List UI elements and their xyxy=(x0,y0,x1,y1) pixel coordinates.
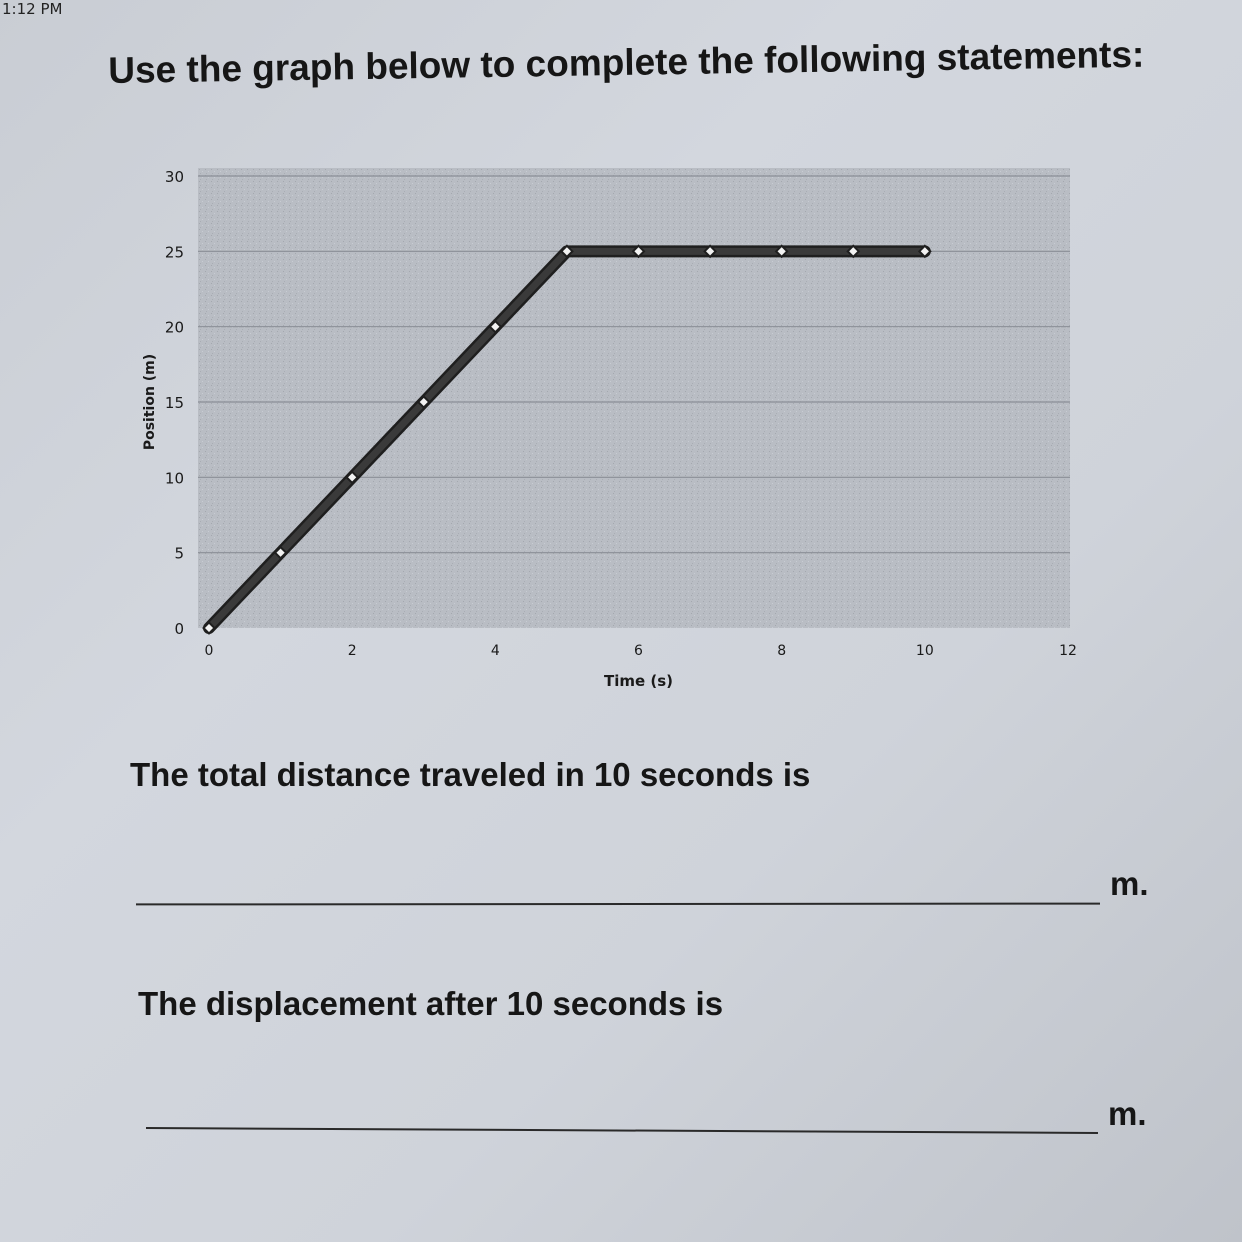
x-tick-label: 6 xyxy=(634,643,643,659)
question-2-text: The displacement after 10 seconds is xyxy=(138,985,724,1022)
worksheet-heading: Use the graph below to complete the following statements: xyxy=(108,33,1145,91)
x-tick-label: 2 xyxy=(347,643,357,659)
y-tick-label: 5 xyxy=(174,544,184,563)
answer-2-unit: m. xyxy=(1108,1095,1147,1132)
x-tick-label: 10 xyxy=(915,643,934,659)
y-axis-label: Position (m) xyxy=(142,353,158,451)
x-tick-label: 8 xyxy=(777,643,787,659)
answer-2-underline xyxy=(146,1127,1098,1134)
y-tick-labels xyxy=(165,168,184,638)
x-tick-label: 4 xyxy=(490,643,500,659)
answer-1-field[interactable] xyxy=(140,862,1094,902)
y-tick-label: 25 xyxy=(164,243,184,262)
x-tick-label: 0 xyxy=(204,643,214,659)
y-tick-label: 0 xyxy=(174,620,184,638)
status-bar-time: 1:12 PM xyxy=(2,0,63,18)
plot-area xyxy=(198,168,1070,628)
y-tick-label: 15 xyxy=(164,394,184,412)
x-axis-label: Time (s) xyxy=(603,672,674,690)
answer-1-unit: m. xyxy=(1110,865,1149,902)
answer-1-underline xyxy=(136,903,1100,906)
y-tick-label: 20 xyxy=(164,318,184,337)
y-tick-label: 10 xyxy=(164,469,184,488)
x-tick-label: 12 xyxy=(1059,643,1077,659)
y-tick-label: 30 xyxy=(164,168,184,186)
x-tick-labels xyxy=(205,643,1077,659)
question-1-text: The total distance traveled in 10 seconds is xyxy=(130,756,811,793)
answer-2-field[interactable] xyxy=(150,1086,1094,1126)
